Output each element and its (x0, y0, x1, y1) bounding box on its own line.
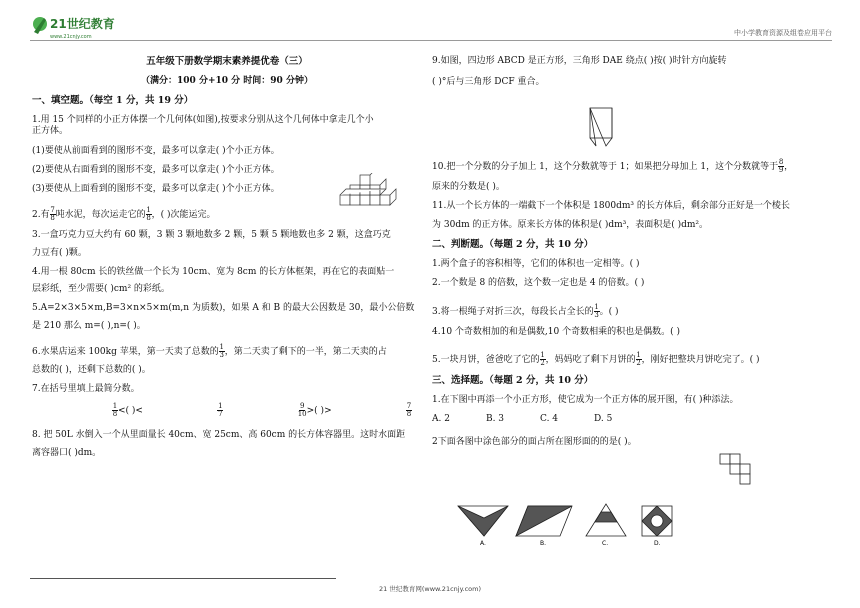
section-fill-in: 一、填空题。（每空 1 分，共 19 分） (32, 95, 194, 107)
cube-net-figure (718, 452, 754, 486)
q2-tail: ，( )次能运完。 (151, 210, 216, 221)
question-9 (432, 56, 832, 89)
q1-line-a: 1.用 15 个同样的小正方体摆一个几何体(如图),按要求分别从这个几何体中拿走几个小 (32, 115, 374, 125)
q7-item-3 (406, 403, 412, 418)
logo-text: 21世纪教育 (50, 17, 115, 31)
choice-1-option-1: B. 3 (485, 414, 505, 424)
q7-fraction-2: $\frac{9}{10}$ (297, 402, 307, 419)
choice-1-option-0: A. 2 (432, 414, 450, 424)
section-judgement: 二、判断题。（每题 2 分，共 10 分） (432, 239, 594, 251)
judge-4: 4.10 个奇数相加的和是偶数,10 个奇数相乘的积也是偶数。( ) (432, 326, 680, 337)
q4-line-a: 4.用一根 80cm 长的铁丝做一个长为 10cm、宽为 8cm 的长方体框架，再在它的表面贴一 (32, 266, 395, 277)
exam-title: 五年级下册数学期末素养提优卷（三） (146, 56, 308, 67)
q9-line-b: ( )°后与三角形 DCF 重合。 (432, 77, 545, 88)
q7-tail-2: >( )> (306, 406, 332, 417)
choice-1-options (432, 414, 832, 425)
q10-line-b: 原来的分数是( )。 (432, 181, 505, 192)
q6-post: ，第二天卖了剩下的一半，第二天卖的占 (224, 346, 387, 357)
j3-fraction: $\frac{1}{3}$ (594, 302, 599, 319)
fig-label-d: D. (654, 540, 661, 546)
q7-fraction-3: $\frac{7}{8}$ (406, 402, 412, 419)
q5-line-b: 是 210 那么 m=( ),n=( )。 (32, 320, 146, 331)
q7-tail-0: <( )< (118, 406, 143, 417)
question-10 (432, 159, 832, 193)
fig-label-c: C. (602, 540, 609, 546)
square-abcd-figure (584, 104, 618, 152)
q1-line-b: 正方体。 (32, 126, 69, 137)
exam-subtitle: （满分：100 分+10 分 时间：90 分钟） (141, 75, 313, 86)
q11-line-b: 为 30dm 的正方体。原来长方体的体积是( )dm³，表面积是( )dm²。 (432, 220, 709, 230)
section-choice: 三、选择题。（每题 2 分，共 10 分） (432, 374, 594, 386)
q7-fraction-1: $\frac{1}{7}$ (218, 402, 223, 419)
judge-2: 2.一个数是 8 的倍数，这个数一定也是 4 的倍数。( ) (432, 278, 645, 289)
q2-fraction-2: $\frac{1}{8}$ (146, 206, 151, 223)
choice-1-option-3: D. 5 (594, 414, 613, 424)
q2-post: 吨水泥，每次运走它的 (55, 210, 146, 221)
fig-label-b: B. (540, 540, 547, 546)
q1-sub-2: (2)要使从右面看到的图形不变，最多可以拿走( )个小正方体。 (32, 164, 280, 175)
q6-fraction: $\frac{1}{3}$ (219, 342, 224, 359)
q10-pre: 10.把一个分数的分子加上 1，这个分数就等于 1；如果把分母加上 1，这个分数就等于 (432, 161, 779, 172)
q7-fraction-row (112, 403, 412, 418)
q5-line-a: 5.A=2×3×5×m,B=3×n×5×m(m,n 为质数)，如果 A 和 B 的最大公因数是 30，最小公倍数 (32, 303, 415, 314)
choice-1: 1.在下图中再添一个小正方形，使它成为一个正方体的展开图，有( )种添法。 (432, 394, 739, 405)
header-divider (30, 40, 832, 41)
q1-sub-1: (1)要使从前面看到的图形不变，最多可以拿走( )个小正方体。 (32, 145, 280, 156)
q11-line-a: 11.从一个长方体的一端截下一个体积是 1800dm³ 的长方体后，剩余部分正好是一个棱长 (432, 200, 790, 211)
question-7: 7.在括号里填上最简分数。 (32, 384, 140, 394)
q7-item-1 (217, 403, 223, 418)
question-6 (32, 344, 422, 376)
q8-line-b: 离容器口( )dm。 (32, 447, 102, 458)
q6-pre: 6.水果店运来 100kg 苹果，第一天卖了总数的 (32, 346, 219, 357)
q8-line-a: 8. 把 50L 水倒入一个从里面量长 40cm、宽 25cm、高 60cm 的长方体容器里。这时水面距 (32, 430, 406, 441)
q3-line-b: 力豆有( )颗。 (32, 247, 87, 258)
q10-post: ， (784, 161, 794, 172)
judge-3: 3.将一根绳子对折三次，每段长占全长的 $\frac{1}{3}$ 。( ) (432, 302, 619, 319)
logo-url: www.21cnjy.com (50, 34, 92, 40)
q7-item-0 (112, 403, 143, 418)
q4-line-b: 层彩纸，至少需要( )cm² 的彩纸。 (32, 284, 170, 294)
choice-2: 2下面各图中涂色部分的面占所在图形面的的是( )。 (432, 437, 637, 448)
logo-21cnjy (30, 12, 150, 42)
j5-fraction-2: $\frac{1}{2}$ (636, 350, 641, 367)
q10-fraction: $\frac{8}{9}$ (778, 157, 784, 174)
header-platform-text: 中小学教育资源及组卷应用平台 (734, 29, 832, 37)
q3-line-a: 3.一盒巧克力豆大约有 60 颗，3 颗 3 颗地数多 2 颗，5 颗 5 颗地数也多 2 颗，这盒巧克 (32, 230, 391, 241)
q6-line-b: 总数的( )，还剩下总数的( )。 (32, 364, 151, 375)
footer-divider (30, 578, 336, 579)
q1-sub-3: (3)要使从上面看到的图形不变，最多可以拿走( )个小正方体。 (32, 184, 280, 194)
footer-text: 21 世纪教育网(www.21cnjy.com) (379, 585, 481, 593)
j5-fraction-1: $\frac{1}{2}$ (540, 350, 545, 367)
judge-1: 1.两个盒子的容积相等，它们的体积也一定相等。( ) (432, 259, 640, 270)
question-8 (32, 430, 422, 459)
fig-label-a: A. (480, 540, 486, 546)
question-5 (32, 303, 422, 332)
q7-item-2 (298, 403, 332, 418)
q7-fraction-0: $\frac{1}{8}$ (112, 402, 118, 419)
cube-stack-figure (338, 173, 400, 213)
right-column (432, 50, 832, 449)
judge-5: 5.一块月饼，爸爸吃了它的 $\frac{1}{2}$ ，妈妈吃了剩下月饼的 $\frac{1}{2}$ ，刚好把整块月饼吃完了。( ) (432, 350, 760, 367)
q9-line-a: 9.如图，四边形 ABCD 是正方形，三角形 DAE 绕点( )按( )时针方向旋转 (432, 56, 727, 66)
choice-1-option-2: C. 4 (540, 414, 559, 424)
left-column (32, 50, 422, 459)
q2-fraction: $\frac{7}{8}$ (50, 206, 55, 223)
question-11 (432, 201, 832, 232)
q2-pre: 2.有 (32, 210, 50, 221)
question-3 (32, 230, 422, 259)
question-4 (32, 267, 422, 296)
shaded-shapes-figure (454, 502, 694, 546)
